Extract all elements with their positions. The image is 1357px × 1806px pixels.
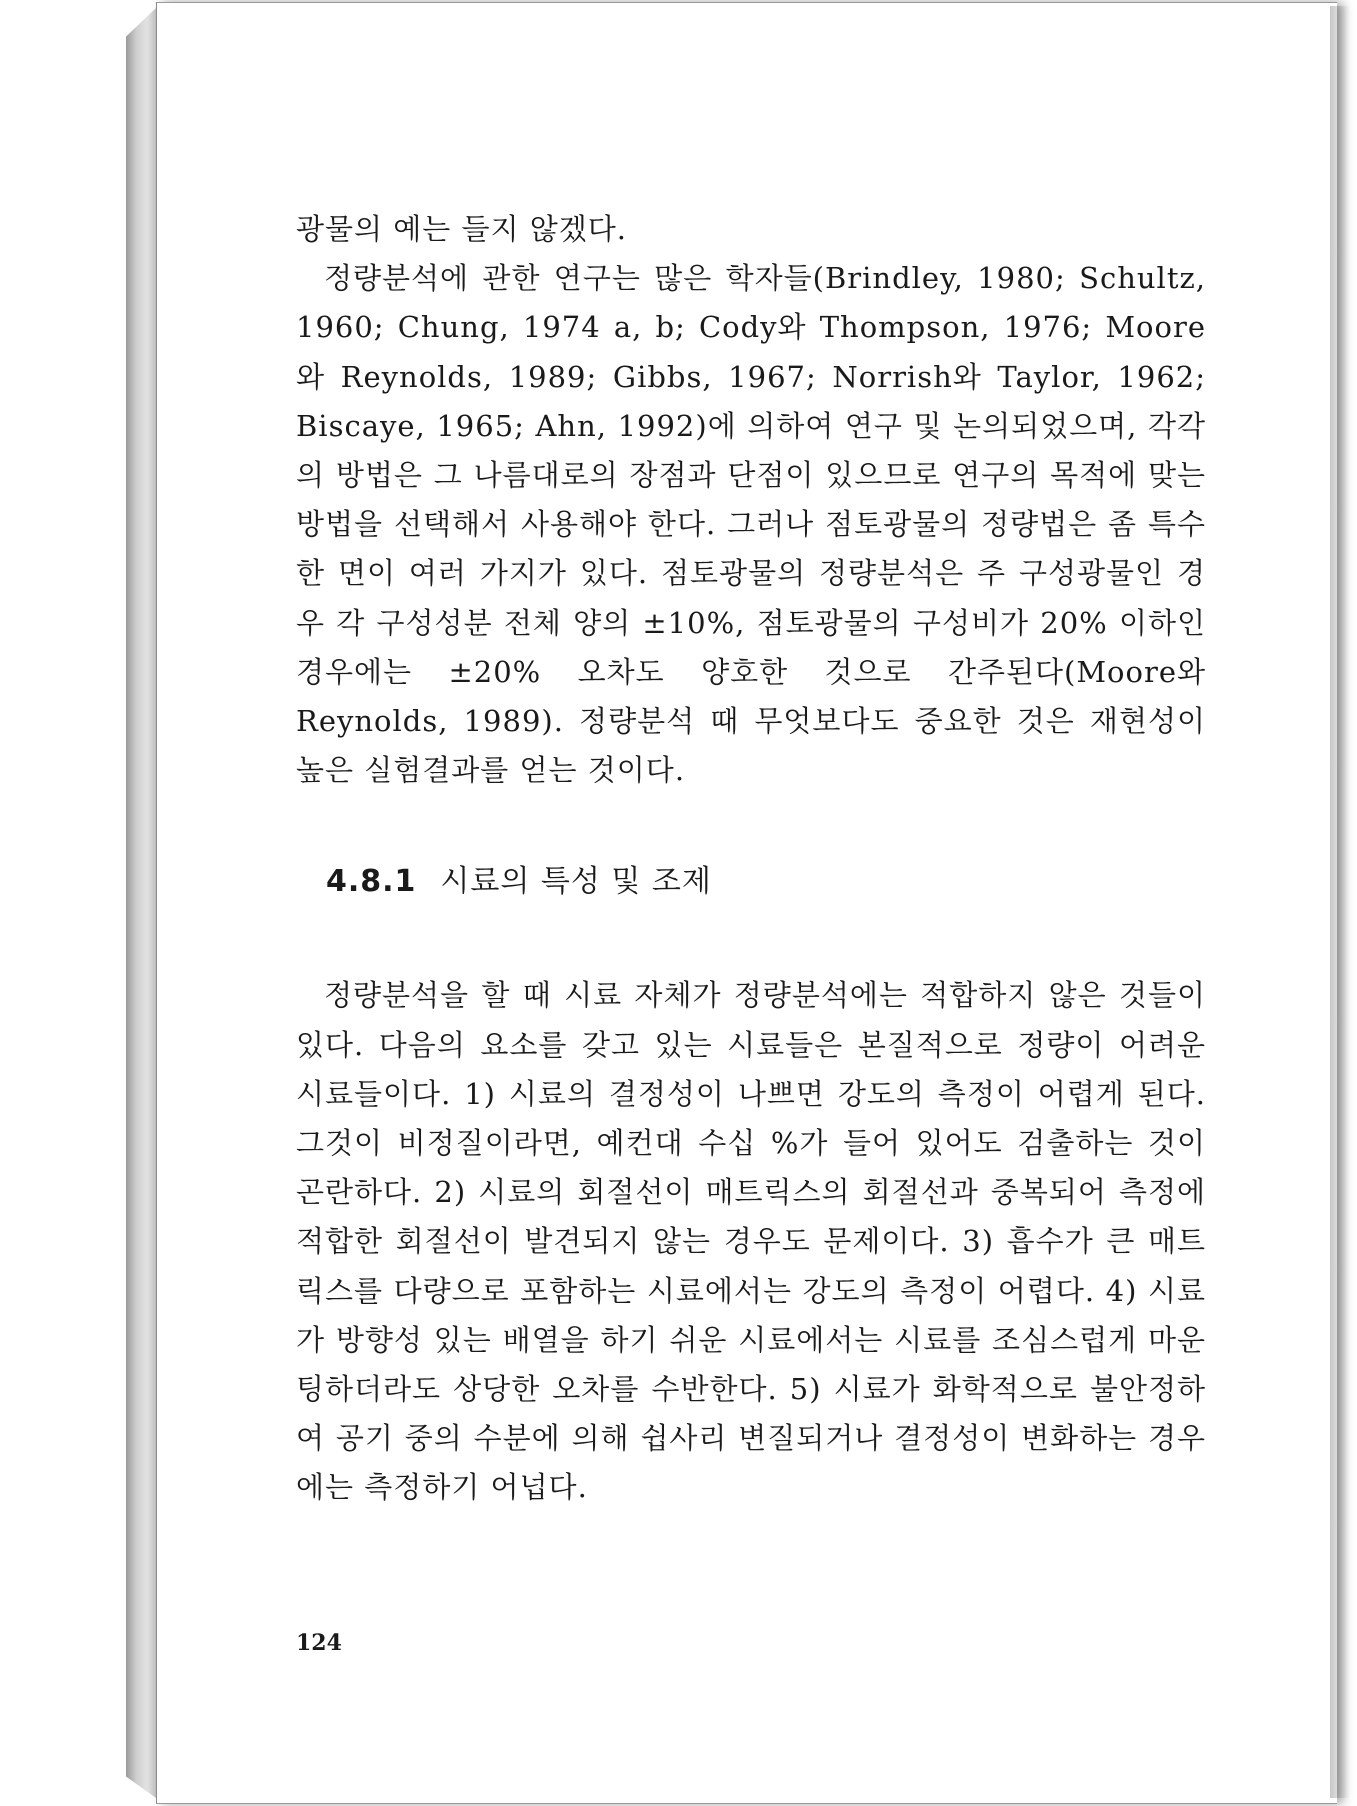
book-spine bbox=[126, 8, 156, 1798]
page-content bbox=[296, 205, 1206, 1513]
section-number: 4.8.1 bbox=[326, 864, 417, 900]
paragraph-quantitative-analysis: 정량분석에 관한 연구는 많은 학자들(Brindley, 1980; Schultz, 1960; Chung, 1974 a, b; Cody와 Thompson, 1976; Moore와 Reynolds, 1989; Gibbs, 1967; Norrish와 Taylor, 1962; Biscaye, 1965; Ahn, 1992)에 의하여 연구 및 논의되었으며, 각각의 방법은 그 나름대로의 장점과 단점이 있으므로 연구의 목적에 맞는 방법을 선택해서 사용해야 한다. 그러나 점토광물의 정량법은 좀 특수한 면이 여러 가지가 있다. 점토광물의 정량분석은 주 구성광물인 경우 각 구성성분 전체 양의 ±10%, 점토광물의 구성비가 20% 이하인 경우에는 ±20% 오차도 양호한 것으로 간주된다(Moore와 Reynolds, 1989). 정량분석 때 무엇보다도 중요한 것은 재현성이 높은 실험결과를 얻는 것이다. bbox=[296, 261, 1206, 788]
page-edge-shadow bbox=[1330, 6, 1350, 1798]
paragraph-continuation: 광물의 예는 들지 않겠다. bbox=[296, 212, 628, 246]
page-number: 124 bbox=[296, 1630, 342, 1656]
section-heading bbox=[326, 862, 1206, 902]
section-title: 시료의 특성 및 조제 bbox=[440, 864, 712, 900]
paragraph-sample-properties: 정량분석을 할 때 시료 자체가 정량분석에는 적합하지 않은 것들이 있다. 다음의 요소를 갖고 있는 시료들은 본질적으로 정량이 어려운 시료들이다. 1) 시료의 결정성이 나쁘면 강도의 측정이 어렵게 된다. 그것이 비정질이라면, 예컨대 수십 %가 들어 있어도 검출하는 것이 곤란하다. 2) 시료의 회절선이 매트릭스의 회절선과 중복되어 측정에 적합한 회절선이 발견되지 않는 경우도 문제이다. 3) 흡수가 큰 매트릭스를 다량으로 포함하는 시료에서는 강도의 측정이 어렵다. 4) 시료가 방향성 있는 배열을 하기 쉬운 시료에서는 시료를 조심스럽게 마운팅하더라도 상당한 오차를 수반한다. 5) 시료가 화학적으로 불안정하여 공기 중의 수분에 의해 쉽사리 변질되거나 결정성이 변화하는 경우에는 측정하기 어넙다. bbox=[296, 978, 1206, 1505]
